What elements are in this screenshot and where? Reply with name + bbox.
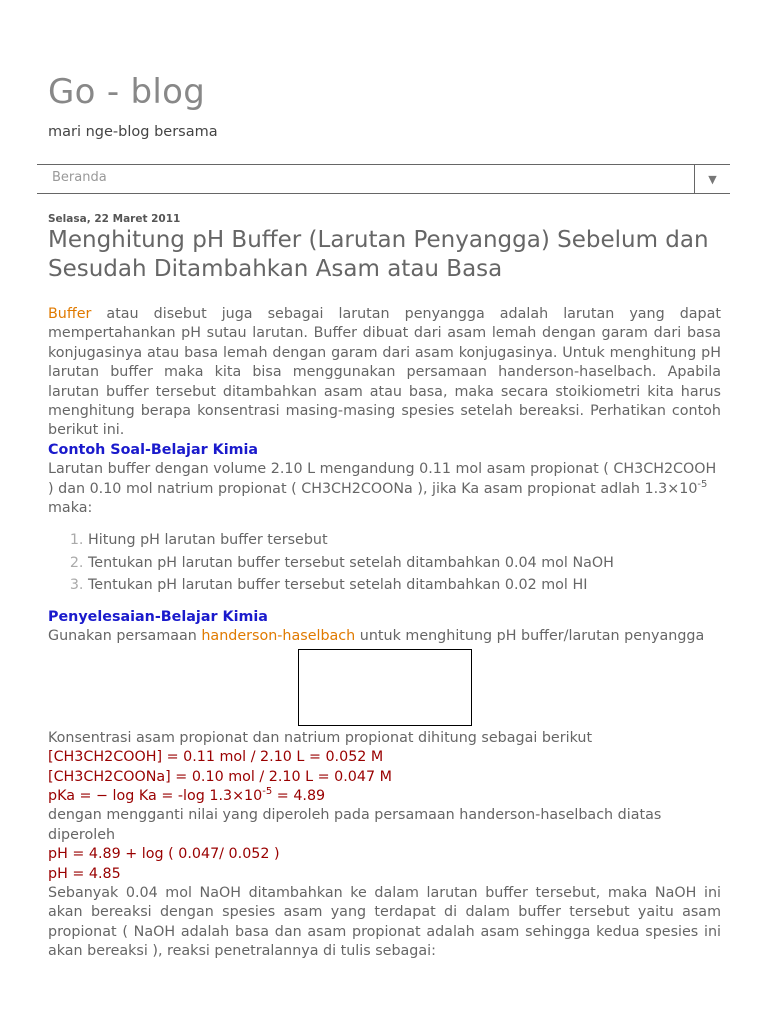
calc-ph-formula: pH = 4.89 + log ( 0.047/ 0.052 ) bbox=[48, 846, 280, 863]
question-list bbox=[48, 531, 721, 595]
calc-acid-concentration: [CH3CH2COOH] = 0.11 mol / 2.10 L = 0.052 M bbox=[48, 749, 384, 766]
nav-selected-page[interactable]: Beranda bbox=[52, 170, 107, 185]
formula-image-placeholder bbox=[298, 649, 472, 726]
calc-ph-result: pH = 4.85 bbox=[48, 865, 121, 882]
post-title[interactable]: Menghitung pH Buffer (Larutan Penyangga) Sebelum dan Sesudah Ditambahkan Asam atau Basa bbox=[48, 227, 709, 282]
dropdown-arrow-icon[interactable]: ▼ bbox=[694, 165, 730, 193]
example-exponent: -5 bbox=[697, 478, 708, 490]
page-nav-dropdown[interactable] bbox=[37, 164, 730, 194]
example-tail: maka: bbox=[48, 500, 93, 517]
solution-pre: Gunakan persamaan bbox=[48, 628, 202, 645]
example-text bbox=[48, 460, 721, 518]
example-heading: Contoh Soal-Belajar Kimia bbox=[48, 441, 259, 458]
post-body bbox=[48, 305, 721, 962]
solution-heading: Penyelesaian-Belajar Kimia bbox=[48, 608, 268, 625]
concentration-intro: Konsentrasi asam propionat dan natrium propionat dihitung sebagai berikut bbox=[48, 729, 593, 746]
calc-pka-post: = 4.89 bbox=[272, 788, 326, 804]
solution-post: untuk menghitung pH buffer/larutan penyangga bbox=[355, 628, 705, 645]
calc-pka-exponent: -5 bbox=[262, 786, 273, 798]
naoh-paragraph: Sebanyak 0.04 mol NaOH ditambahkan ke dalam larutan buffer tersebut, maka NaOH ini akan bereaksi dengan spesies asam yang terdapat di dalam buffer tersebut yaitu asam propionat ( NaOH adalah basa dan asam propionat adalah asam sehingga kedua spesies ini akan bereaksi ), reaksi penetralannya di tulis sebagai: bbox=[48, 885, 721, 960]
example-body: Larutan buffer dengan volume 2.10 L mengandung 0.11 mol asam propionat ( CH3CH2COOH ) dan 0.10 mol natrium propionat ( CH3CH2COONa ), jika Ka asam propionat adlah 1.3×10 bbox=[48, 461, 717, 497]
intro-text: atau disebut juga sebagai larutan penyangga adalah larutan yang dapat mempertahankan pH sutau larutan. Buffer dibuat dari asam lemah dengan garam dari basa konjugasinya atau basa lemah dengan garam dari asam konjugasinya. Untuk menghitung pH larutan buffer maka kita bisa menggunakan persamaan handerson-haselbach. Apabila larutan buffer tersebut ditambahkan asam atau basa, maka secara stoikiometri kita harus menghitung berapa konsentrasi masing-masing spesies setelah bereaksi. Perhatikan contoh berikut ini. bbox=[48, 306, 721, 439]
solution-intro bbox=[48, 627, 721, 646]
intro-paragraph bbox=[48, 305, 721, 441]
list-item: 3. Tentukan pH larutan buffer tersebut setelah ditambahkan 0.02 mol HI bbox=[88, 576, 721, 595]
substitute-text: dengan mengganti nilai yang diperoleh pada persamaan handerson-haselbach diatas diperoleh bbox=[48, 807, 662, 843]
calc-pka bbox=[48, 787, 721, 806]
post-date: Selasa, 22 Maret 2011 bbox=[48, 213, 181, 225]
list-item: 1. Hitung pH larutan buffer tersebut bbox=[88, 531, 721, 550]
calc-pka-pre: pKa = − log Ka = -log 1.3×10 bbox=[48, 788, 263, 804]
blog-title[interactable]: Go - blog bbox=[48, 72, 206, 112]
calc-salt-concentration: [CH3CH2COONa] = 0.10 mol / 2.10 L = 0.047 M bbox=[48, 768, 392, 785]
list-item: 2. Tentukan pH larutan buffer tersebut setelah ditambahkan 0.04 mol NaOH bbox=[88, 554, 721, 573]
buffer-link[interactable]: Buffer bbox=[48, 306, 92, 322]
blog-description: mari nge-blog bersama bbox=[48, 124, 218, 140]
handerson-haselbach-link[interactable]: handerson-haselbach bbox=[201, 628, 356, 645]
